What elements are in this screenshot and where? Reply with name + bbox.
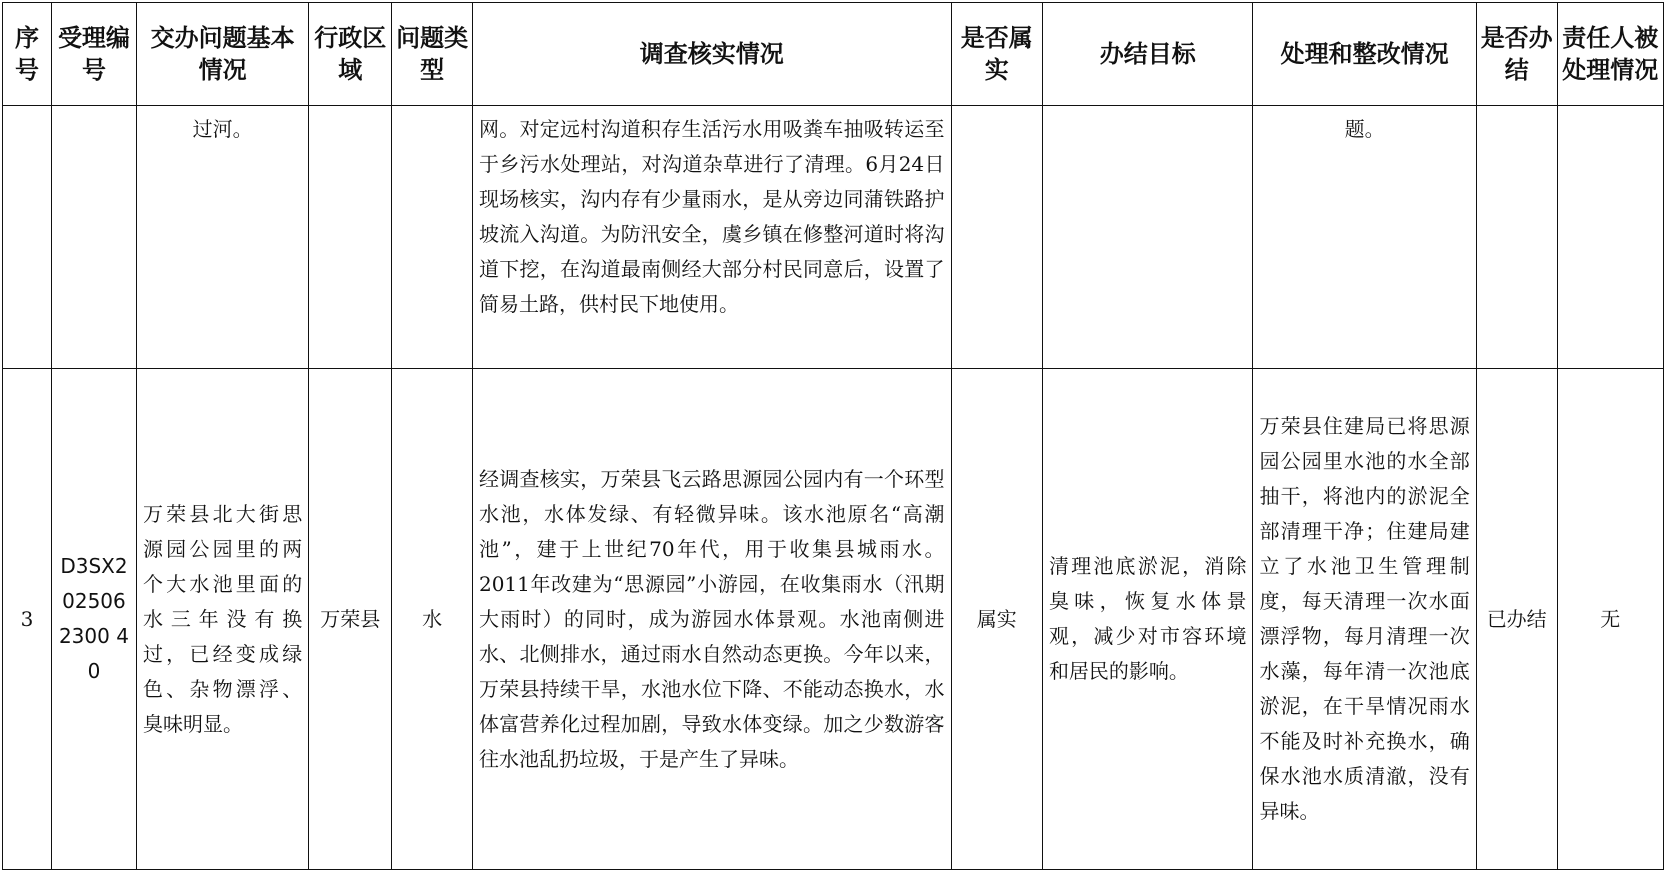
cell-region: 万荣县 [309, 369, 392, 870]
header-rectification: 处理和整改情况 [1253, 3, 1476, 106]
cell-issue-basic: 过河。 [136, 106, 308, 369]
cell-accept-no: D3SX2025062300 40 [51, 369, 136, 870]
cell-accountability [1557, 106, 1663, 369]
header-closed: 是否办结 [1476, 3, 1557, 106]
cell-is-true: 属实 [951, 369, 1042, 870]
cell-issue-type [392, 106, 473, 369]
header-issue-type: 问题类型 [392, 3, 473, 106]
cell-issue-basic: 万荣县北大街思源园公园里的两个大水池里面的水三年没有换过，已经变成绿色、杂物漂浮、臭味明显。 [136, 369, 308, 870]
table-row [3, 369, 1664, 870]
cell-investigation: 经调查核实，万荣县飞云路思源园公园内有一个环型水池，水体发绿、有轻微异味。该水池原名“高潮池”，建于上世纪70年代，用于收集县城雨水。2011年改建为“思源园”小游园，在收集雨水（汛期大雨时）的同时，成为游园水体景观。水池南侧进水、北侧排水，通过雨水自然动态更换。今年以来，万荣县持续干旱，水池水位下降、不能动态换水，水体富营养化过程加剧，导致水体变绿。加之少数游客往水池乱扔垃圾，于是产生了异味。 [472, 369, 951, 870]
cell-investigation: 网。对定远村沟道积存生活污水用吸粪车抽吸转运至于乡污水处理站，对沟道杂草进行了清理。6月24日现场核实，沟内存有少量雨水，是从旁边同蒲铁路护坡流入沟道。为防汛安全，虞乡镇在修整河道时将沟道下挖，在沟道最南侧经大部分村民同意后，设置了简易土路，供村民下地使用。 [472, 106, 951, 369]
header-accountability: 责任人被处理情况 [1557, 3, 1663, 106]
cell-seq: 3 [3, 369, 52, 870]
header-seq: 序号 [3, 3, 52, 106]
supervision-table [2, 2, 1664, 870]
header-target: 办结目标 [1042, 3, 1253, 106]
header-accept-no: 受理编号 [51, 3, 136, 106]
cell-is-true [951, 106, 1042, 369]
cell-closed: 已办结 [1476, 369, 1557, 870]
table-row [3, 106, 1664, 369]
cell-issue-type: 水 [392, 369, 473, 870]
header-row [3, 3, 1664, 106]
header-investigation: 调查核实情况 [472, 3, 951, 106]
cell-region [309, 106, 392, 369]
header-region: 行政区域 [309, 3, 392, 106]
header-is-true: 是否属实 [951, 3, 1042, 106]
cell-accept-no [51, 106, 136, 369]
cell-accountability: 无 [1557, 369, 1663, 870]
cell-seq [3, 106, 52, 369]
cell-rectification: 题。 [1253, 106, 1476, 369]
cell-target [1042, 106, 1253, 369]
cell-target: 清理池底淤泥，消除臭味，恢复水体景观，减少对市容环境和居民的影响。 [1042, 369, 1253, 870]
cell-rectification: 万荣县住建局已将思源园公园里水池的水全部抽干，将池内的淤泥全部清理干净；住建局建立了水池卫生管理制度，每天清理一次水面漂浮物，每月清理一次水藻，每年清一次池底淤泥，在干旱情况雨水不能及时补充换水，确保水池水质清澈，没有异味。 [1253, 369, 1476, 870]
header-issue-basic: 交办问题基本情况 [136, 3, 308, 106]
cell-closed [1476, 106, 1557, 369]
